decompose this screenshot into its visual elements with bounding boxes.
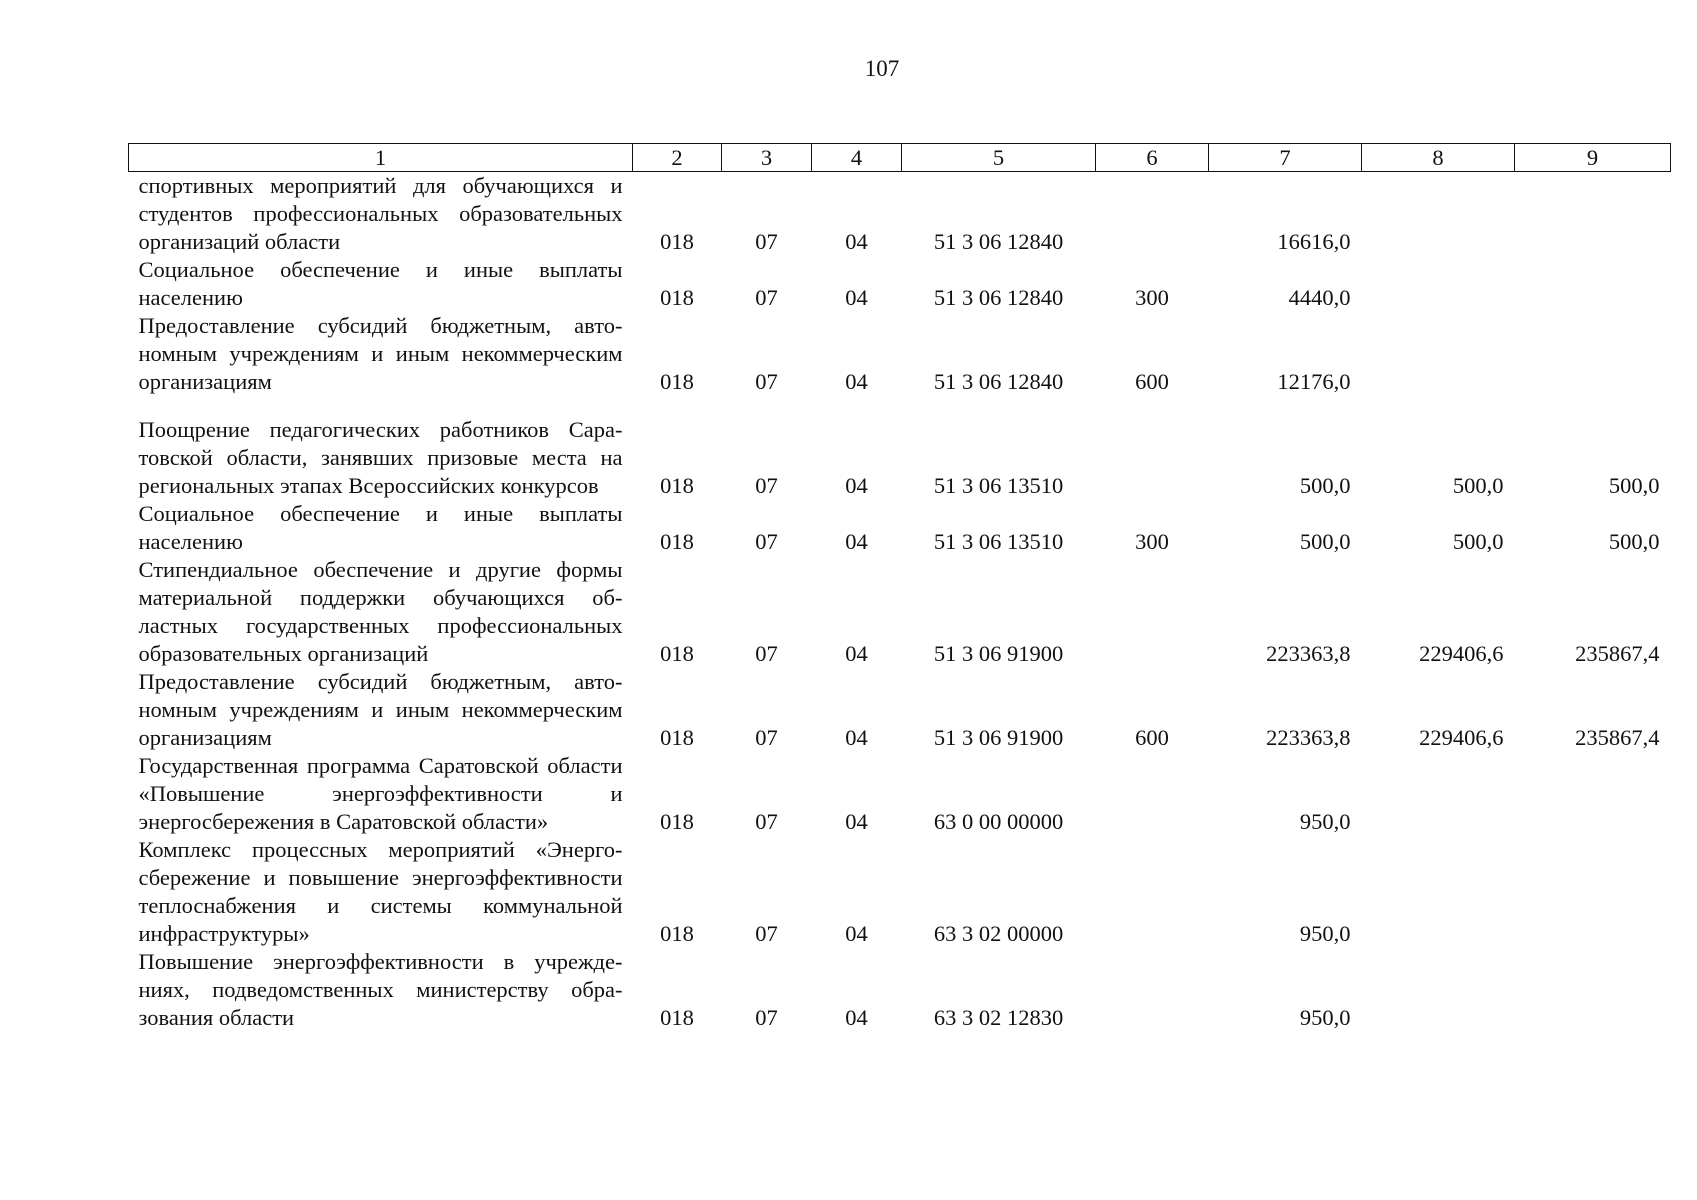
cell-amount-year2: 500,0: [1452, 473, 1504, 498]
cell-admin-code: 018: [660, 229, 694, 254]
column-header-2: 2: [633, 144, 722, 172]
cell-subsection: 04: [845, 285, 868, 310]
cell-description: Социальное обеспечение и иные выплаты населению: [138, 257, 623, 310]
table-row: [129, 836, 1671, 948]
cell-amount-year3: [1515, 836, 1671, 948]
cell-amount-year1: 500,0: [1299, 473, 1351, 498]
cell-expense-type: [1096, 752, 1209, 836]
cell-subsection: 04: [845, 1005, 868, 1030]
cell-admin-code: 018: [660, 529, 694, 554]
column-header-1: 1: [129, 144, 633, 172]
cell-subsection: 04: [845, 369, 868, 394]
cell-subsection: 04: [845, 641, 868, 666]
cell-description: Государственная программа Саратовской области «Повышение энергоэффективности и энергосбережения в Саратовской области»: [138, 753, 623, 834]
cell-amount-year3: [1515, 752, 1671, 836]
cell-section: 07: [755, 529, 778, 554]
cell-subsection: 04: [845, 809, 868, 834]
table-row: [129, 556, 1671, 668]
cell-description: Комплекс процессных мероприятий «Энергосбережение и повышение энергоэффективности теплоснабжения и системы коммунальной инфраструктуры»: [138, 837, 623, 946]
cell-amount-year3: [1515, 312, 1671, 396]
cell-amount-year1: 223363,8: [1266, 725, 1351, 750]
cell-amount-year2: [1362, 752, 1515, 836]
header-row: [129, 144, 1671, 172]
cell-description: Социальное обеспечение и иные выплаты населению: [138, 501, 623, 554]
cell-description: Поощрение педагогических работников Саратовской области, занявших призовые места на региональных этапах Всероссийских конкурсов: [138, 417, 623, 498]
cell-amount-year2: [1362, 256, 1515, 312]
cell-admin-code: 018: [660, 1005, 694, 1030]
budget-table: [128, 143, 1671, 1032]
cell-expense-type: 300: [1135, 529, 1169, 554]
cell-admin-code: 018: [660, 369, 694, 394]
cell-expense-type: 600: [1135, 725, 1169, 750]
table-row: [129, 256, 1671, 312]
cell-amount-year1: 950,0: [1299, 921, 1351, 946]
cell-admin-code: 018: [660, 809, 694, 834]
table-body: [129, 172, 1671, 1033]
cell-amount-year3: 500,0: [1608, 529, 1660, 554]
cell-admin-code: 018: [660, 641, 694, 666]
cell-target-article: 63 3 02 12830: [933, 1005, 1064, 1030]
cell-expense-type: 300: [1135, 285, 1169, 310]
cell-target-article: 51 3 06 13510: [933, 473, 1064, 498]
page-number: 107: [864, 56, 900, 81]
cell-expense-type: [1096, 836, 1209, 948]
cell-expense-type: [1096, 172, 1209, 257]
cell-admin-code: 018: [660, 921, 694, 946]
cell-amount-year1: 223363,8: [1266, 641, 1351, 666]
cell-amount-year3: [1515, 256, 1671, 312]
cell-section: 07: [755, 725, 778, 750]
cell-subsection: 04: [845, 529, 868, 554]
cell-section: 07: [755, 641, 778, 666]
cell-target-article: 51 3 06 12840: [933, 285, 1064, 310]
column-header-5: 5: [902, 144, 1096, 172]
column-header-3: 3: [722, 144, 812, 172]
cell-section: 07: [755, 473, 778, 498]
cell-amount-year1: 950,0: [1299, 1005, 1351, 1030]
cell-amount-year1: 4440,0: [1288, 285, 1351, 310]
cell-target-article: 63 3 02 00000: [933, 921, 1064, 946]
cell-amount-year3: [1515, 948, 1671, 1032]
cell-section: 07: [755, 229, 778, 254]
cell-amount-year2: [1362, 948, 1515, 1032]
cell-amount-year3: 235867,4: [1575, 641, 1660, 666]
cell-admin-code: 018: [660, 285, 694, 310]
cell-target-article: 51 3 06 91900: [933, 641, 1064, 666]
cell-expense-type: [1096, 948, 1209, 1032]
cell-section: 07: [755, 921, 778, 946]
cell-section: 07: [755, 809, 778, 834]
cell-amount-year3: [1515, 172, 1671, 257]
column-header-8: 8: [1362, 144, 1515, 172]
cell-section: 07: [755, 285, 778, 310]
cell-subsection: 04: [845, 229, 868, 254]
cell-expense-type: 600: [1135, 369, 1169, 394]
cell-description: спортивных мероприятий для обучающихся и студентов профессиональных образовательных организаций области: [138, 173, 623, 254]
cell-amount-year2: [1362, 836, 1515, 948]
cell-amount-year3: 235867,4: [1575, 725, 1660, 750]
cell-amount-year2: 229406,6: [1419, 641, 1504, 666]
cell-description: Предоставление субсидий бюджетным, автономным учреждениям и иным некоммерческим организациям: [138, 669, 623, 750]
cell-target-article: 63 0 00 00000: [933, 809, 1064, 834]
cell-amount-year2: 229406,6: [1419, 725, 1504, 750]
cell-target-article: 51 3 06 12840: [933, 229, 1064, 254]
cell-amount-year3: 500,0: [1608, 473, 1660, 498]
cell-subsection: 04: [845, 921, 868, 946]
cell-amount-year1: 500,0: [1299, 529, 1351, 554]
cell-target-article: 51 3 06 91900: [933, 725, 1064, 750]
cell-section: 07: [755, 369, 778, 394]
cell-expense-type: [1096, 556, 1209, 668]
cell-subsection: 04: [845, 473, 868, 498]
column-header-9: 9: [1515, 144, 1671, 172]
table-row: [129, 752, 1671, 836]
cell-admin-code: 018: [660, 725, 694, 750]
table-row: [129, 948, 1671, 1032]
cell-section: 07: [755, 1005, 778, 1030]
cell-amount-year1: 16616,0: [1277, 229, 1351, 254]
cell-amount-year1: 12176,0: [1277, 369, 1351, 394]
table-row: [129, 312, 1671, 396]
cell-admin-code: 018: [660, 473, 694, 498]
cell-description: Повышение энергоэффективности в учреждениях, подведомственных министерству образования области: [138, 949, 623, 1030]
column-header-6: 6: [1096, 144, 1209, 172]
table-row: [129, 668, 1671, 752]
cell-description: Стипендиальное обеспечение и другие формы материальной поддержки обучающихся областных государственных профессиональных образовательных организаций: [138, 557, 623, 666]
cell-target-article: 51 3 06 13510: [933, 529, 1064, 554]
cell-expense-type: [1096, 396, 1209, 500]
cell-subsection: 04: [845, 725, 868, 750]
cell-description: Предоставление субсидий бюджетным, автономным учреждениям и иным некоммерческим организациям: [138, 313, 623, 394]
cell-target-article: 51 3 06 12840: [933, 369, 1064, 394]
cell-amount-year2: 500,0: [1452, 529, 1504, 554]
table-row: [129, 396, 1671, 500]
column-header-7: 7: [1209, 144, 1362, 172]
cell-amount-year1: 950,0: [1299, 809, 1351, 834]
cell-amount-year2: [1362, 172, 1515, 257]
table-row: [129, 500, 1671, 556]
table-row: [129, 172, 1671, 257]
cell-amount-year2: [1362, 312, 1515, 396]
column-header-4: 4: [812, 144, 902, 172]
